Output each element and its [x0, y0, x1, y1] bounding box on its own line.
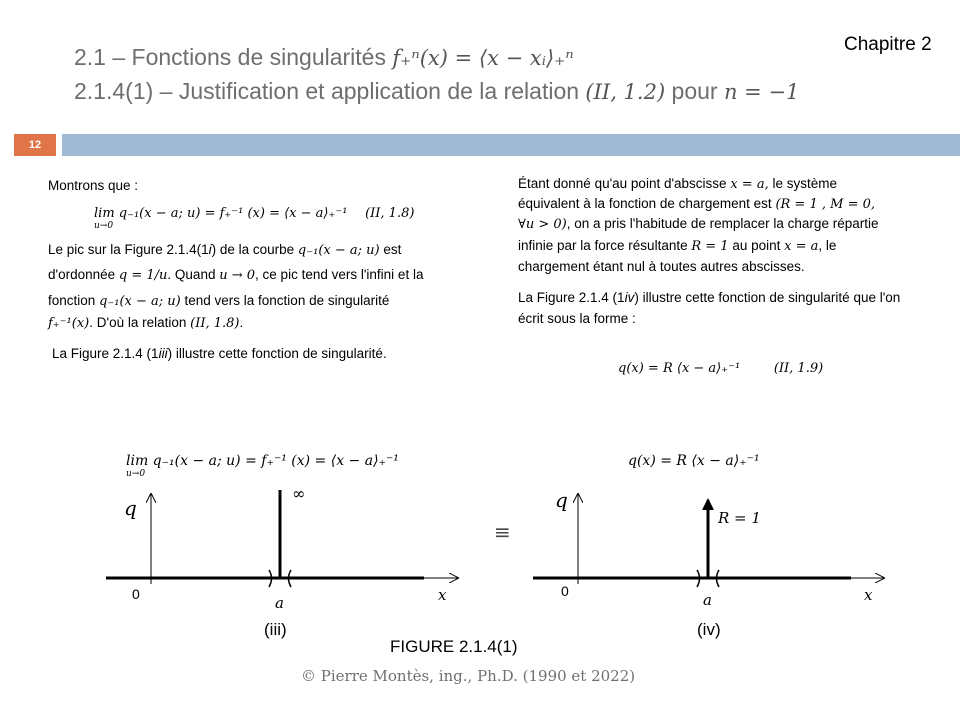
page-number-badge: 12	[14, 134, 56, 156]
title-line2-prefix: 2.1.4(1) – Justification et application de la relation	[74, 78, 580, 104]
right-para2-line1-a: La Figure 2.1.4 (1	[518, 290, 625, 305]
para2-a: La Figure 2.1.4 (1	[52, 346, 159, 361]
para1-line1-math: q₋₁(x − a; u)	[297, 243, 380, 258]
title-line1-prefix: 2.1 – Fonctions de singularités	[74, 44, 386, 70]
copyright-notice: © Pierre Montès, ing., Ph.D. (1990 et 2022)	[301, 667, 636, 685]
title-line2-ref: (II, 1.2)	[585, 80, 666, 104]
para1-line3-b: tend vers la fonction de singularité	[184, 293, 390, 308]
right-para2-line1-b: ) illustre cette fonction de singularité que l'on	[634, 290, 901, 305]
para1-line3-math: q₋₁(x − a; u)	[99, 294, 181, 309]
para1-line4-b: .	[239, 315, 244, 330]
right-r-label: R = 1	[718, 509, 761, 527]
right-x-label: x	[864, 586, 873, 604]
para1-line4-a: . D'où la relation	[89, 315, 187, 330]
right-line5: chargement étant nul à toutes autres abscisses.	[518, 259, 805, 274]
right-line4-a: infinie par la force résultante	[518, 238, 688, 253]
left-x-label: x	[438, 586, 447, 604]
para1-line2-c: , ce pic tend vers l'infini et la	[255, 267, 424, 282]
chapter-label: Chapitre 2	[844, 34, 932, 55]
right-line1-b: le système	[772, 176, 837, 191]
right-arrow-head	[702, 498, 714, 510]
limit-equation-ref: (II, 1.8)	[365, 206, 415, 221]
left-zero-label: 0	[132, 586, 140, 602]
figure-right-equation-body: q(x) = R ⟨x − a⟩₊⁻¹	[628, 453, 760, 469]
para1-line4-math: f₊⁻¹(x)	[48, 316, 90, 331]
limit-equation-body: lim q₋₁(x − a; u) = f₊⁻¹ (x) = ⟨x − a⟩₊⁻¹	[94, 206, 348, 221]
title-line1-formula: f₊ⁿ(x) = ⟨x − xᵢ⟩₊ⁿ	[392, 46, 574, 70]
right-equation-ref: (II, 1.9)	[773, 361, 824, 376]
right-line4-math2: x = a	[784, 239, 819, 254]
para2-b: ) illustre cette fonction de singularité.	[167, 346, 387, 361]
right-q-label: q	[555, 488, 568, 512]
right-equation-body: q(x) = R ⟨x − a⟩₊⁻¹	[618, 361, 741, 376]
right-line3-a: , on a pris l'habitude de remplacer la charge répartie	[566, 216, 879, 231]
figure-left-subscript: u→0	[126, 469, 146, 479]
figure-caption: FIGURE 2.1.4(1)	[390, 637, 518, 656]
para1-line4-ref: (II, 1.8)	[190, 316, 240, 331]
left-q-label: q	[124, 496, 137, 520]
left-a-label: a	[275, 594, 284, 612]
para1-line2-b: . Quand	[167, 267, 216, 282]
infinity-label: ∞	[292, 484, 306, 503]
title-line2-formula: n = −1	[723, 80, 800, 104]
right-para2-line2: écrit sous la forme :	[518, 311, 636, 326]
para1-line3-a: fonction	[48, 293, 96, 308]
right-line3-math: ∀u > 0)	[518, 217, 567, 232]
para1-line1-c: est	[383, 242, 402, 257]
para1-line1-i: i	[208, 242, 212, 257]
subfigure-iii-label: (iii)	[264, 620, 287, 639]
right-zero-label: 0	[561, 583, 569, 599]
para1-line2-math: q = 1/u	[118, 268, 168, 283]
limit-subscript: u→0	[94, 221, 114, 231]
para2-i: iii	[158, 346, 168, 361]
right-line4-c: , le	[818, 238, 837, 253]
right-line2-a: équivalent à la fonction de chargement est	[518, 196, 772, 211]
right-line4-b: au point	[732, 238, 781, 253]
figure-left-equation-body: lim q₋₁(x − a; u) = f₊⁻¹ (x) = ⟨x − a⟩₊⁻¹	[126, 453, 399, 469]
intro-text: Montrons que :	[48, 178, 139, 193]
title-line2-mid: pour	[671, 78, 718, 104]
right-line1-a: Étant donné qu'au point d'abscisse	[518, 176, 727, 191]
right-line2-math: (R = 1 , M = 0,	[775, 197, 875, 212]
para1-line2-a: d'ordonnée	[48, 267, 116, 282]
para1-line2-math2: u → 0	[219, 268, 256, 283]
equivalence-symbol: ≡	[494, 520, 511, 544]
right-line4-math: R = 1	[691, 239, 729, 254]
right-a-label: a	[703, 591, 712, 609]
subfigure-iv-label: (iv)	[697, 620, 721, 639]
right-para2-line1-i: iv	[624, 290, 635, 305]
para1-line1-b: ) de la courbe	[211, 242, 295, 257]
right-line1-math: x = a,	[730, 177, 769, 192]
para1-line1-a: Le pic sur la Figure 2.1.4(1	[48, 242, 209, 257]
